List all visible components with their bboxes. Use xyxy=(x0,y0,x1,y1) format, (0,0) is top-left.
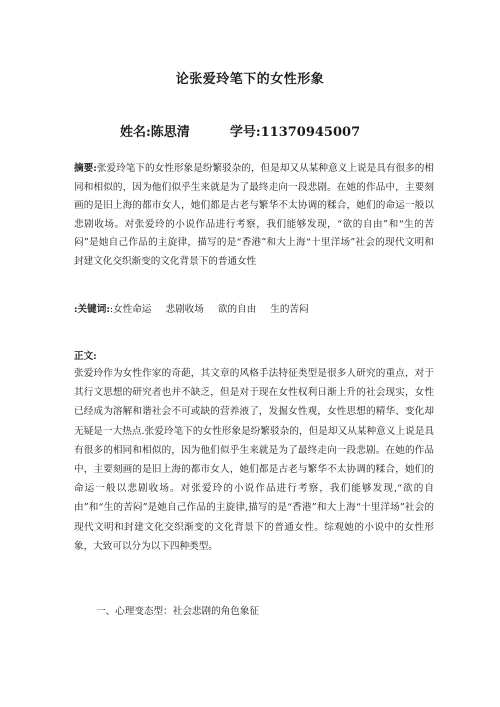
keywords xyxy=(74,302,434,318)
student-id: 学号:11370945007 xyxy=(229,125,361,140)
abstract-label: 摘要: xyxy=(74,163,97,174)
abstract xyxy=(74,160,434,271)
abstract-text: 张爱玲笔下的女性形象是纷繁驳杂的，但是却又从某种意义上说是具有很多的相同和相似的，因为他们似乎生来就是为了最终走向一段悲剧。在她的作品中，主要刻画的是旧上海的都市女人，她们都是古老与繁华不太协调的糅合，她们的命运一般以悲剧收场。对张爱玲的小说作品进行考察，我们能够发现，“欲的自由”和“生的苦闷”是她自己作品的主旋律，描写的是“香港”和大上海“十里洋场”社会的现代文明和封建文化交织渐变的文化背景下的普通女性 xyxy=(74,163,434,267)
body-text xyxy=(74,364,434,556)
author-line xyxy=(120,121,380,140)
paper-title: 论张爱玲笔下的女性形象 xyxy=(175,72,325,87)
keyword-item: :女性命运 xyxy=(109,304,152,315)
section-heading: 一、心理变态型：社会悲剧的角色象征 xyxy=(96,606,260,617)
author-name: 姓名:陈思清 xyxy=(120,125,190,140)
keyword-item: 生的苦闷 xyxy=(270,304,309,315)
keyword-item: 欲的自由 xyxy=(217,304,257,315)
keywords-label: :关键词: xyxy=(74,304,110,315)
body-label: 正文: xyxy=(74,351,97,362)
body-paragraph: 张爱玲作为女性作家的奇葩，其文章的风格手法特征类型是很多人研究的重点，对于其行文思想的研究者也并不缺乏，但是对于现在女性权利日渐上升的社会现实，女性已经成为溶解和谐社会不可或缺的营养液了，发掘女性观，女性思想的精华、变化却无疑是一大热点.张爱玲笔下的女性形象是纷繁驳杂的，但是却又从某种意义上说是具有很多的相同和相似的，因为他们似乎生来就是为了最终走向一段悲剧。在她的作品中，主要刻画的是旧上海的都市女人，她们都是古老与繁华不太协调的糅合，她们的命运一般以悲剧收场。对张爱玲的小说作品进行考察，我们能够发现,“欲的自由”和“生的苦闷”是她自己作品的主旋律,描写的是“香港”和大上海“十里洋场”社会的现代文明和封建文化交织渐变的文化背景下的普通女性。综观她的小说中的女性形象，大致可以分为以下四种类型。 xyxy=(74,368,434,552)
keyword-item: 悲剧收场 xyxy=(165,304,204,315)
